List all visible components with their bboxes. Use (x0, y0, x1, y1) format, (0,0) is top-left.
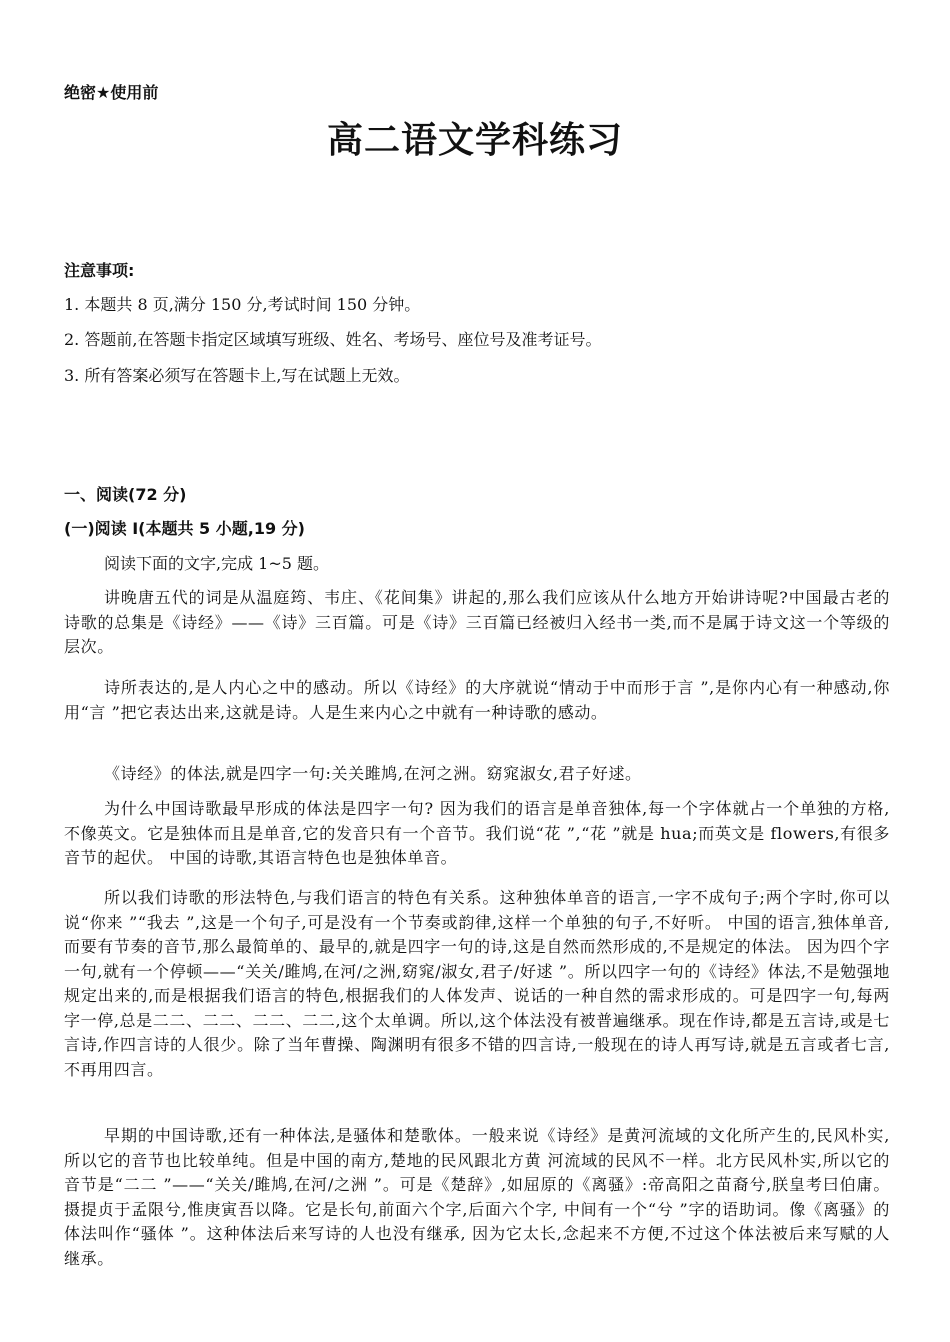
confidential-label: 绝密★使用前 (64, 83, 159, 102)
passage-paragraph: 为什么中国诗歌最早形成的体法是四字一句? 因为我们的语言是单音独体,每一个字体就占一个单独的方格,不像英文。它是独体而且是单音,它的发音只有一个音节。我们说“花 ”,“花 ”就是 hua;而英文是 flowers,有很多音节的起伏。 中国的诗歌,其语言特色也是独体单音。 (64, 799, 890, 867)
passage-paragraph: 所以我们诗歌的形法特色,与我们语言的特色有关系。这种独体单音的语言,一字不成句子;两个字时,你可以说“你来 ”“我去 ”,这是一个句子,可是没有一个节奏或韵律,这样一个单独的句子,不好听。 中国的语言,独体单音,而要有节奏的音节,那么最简单的、最早的,就是四字一句的诗,这是自然而然形成的,不是规定的体法。 因为四个字一句,就有一个停顿——“关关/雎鸠,在河/之洲,窈窕/淑女,君子/好逑 ”。所以四字一句的《诗经》体法,不是勉强地规定出来的,而是根据我们语言的特色,根据我们的人体发声、说话的一种自然的需求形成的。可是四字一句,每两字一停,总是二二、二二、二二、二二,这个太单调。所以,这个体法没有被普遍继承。现在作诗,都是五言诗,或是七言诗,作四言诗的人很少。除了当年曹操、陶渊明有很多不错的四言诗,一般现在的诗人再写诗,就是五言或者七言,不再用四言。 (64, 888, 890, 1079)
page-title: 高二语文学科练习 (326, 119, 623, 161)
notice-heading: 注意事项: (64, 261, 135, 280)
section-heading: 一、阅读(72 分) (64, 485, 187, 504)
passage-paragraph: 诗所表达的,是人内心之中的感动。所以《诗经》的大序就说“情动于中而形于言 ”,是你内心有一种感动,你用“言 ”把它表达出来,这就是诗。人是生来内心之中就有一种诗歌的感动。 (64, 678, 890, 722)
passage-paragraph: 早期的中国诗歌,还有一种体法,是骚体和楚歌体。一般来说《诗经》是黄河流域的文化所产生的,民风朴实,所以它的音节也比较单纯。但是中国的南方,楚地的民风跟北方黄 河流域的民风不一样。北方民风朴实,所以它的音节是“二二 ”——“关关/雎鸠,在河/之洲 ”。可是《楚辞》,如屈原的《离骚》:帝高阳之苗裔兮,朕皇考曰伯庸。摄提贞于孟限兮,惟庚寅吾以降。它是长句,前面六个字,后面六个字, 中间有一个“兮 ”字的语助词。像《离骚》的体法叫作“骚体 ”。这种体法后来写诗的人也没有继承, 因为它太长,念起来不方便,不过这个体法被后来写赋的人继承。 (64, 1126, 890, 1268)
notice-item: 1. 本题共 8 页,满分 150 分,考试时间 150 分钟。 (64, 295, 421, 314)
reading-instruction: 阅读下面的文字,完成 1~5 题。 (104, 554, 330, 573)
passage-paragraph: 讲晚唐五代的词是从温庭筠、韦庄、《花间集》讲起的,那么我们应该从什么地方开始讲诗呢?中国最古老的诗歌的总集是《诗经》——《诗》三百篇。可是《诗》三百篇已经被归入经书一类,而不是属于诗文这一个等级的层次。 (64, 588, 890, 656)
passage-paragraph: 《诗经》的体法,就是四字一句:关关雎鸠,在河之洲。窈窕淑女,君子好逑。 (104, 764, 642, 783)
notice-item: 2. 答题前,在答题卡指定区域填写班级、姓名、考场号、座位号及准考证号。 (64, 330, 602, 349)
notice-item: 3. 所有答案必须写在答题卡上,写在试题上无效。 (64, 366, 410, 385)
subsection-heading: (一)阅读 Ⅰ(本题共 5 小题,19 分) (64, 519, 305, 538)
